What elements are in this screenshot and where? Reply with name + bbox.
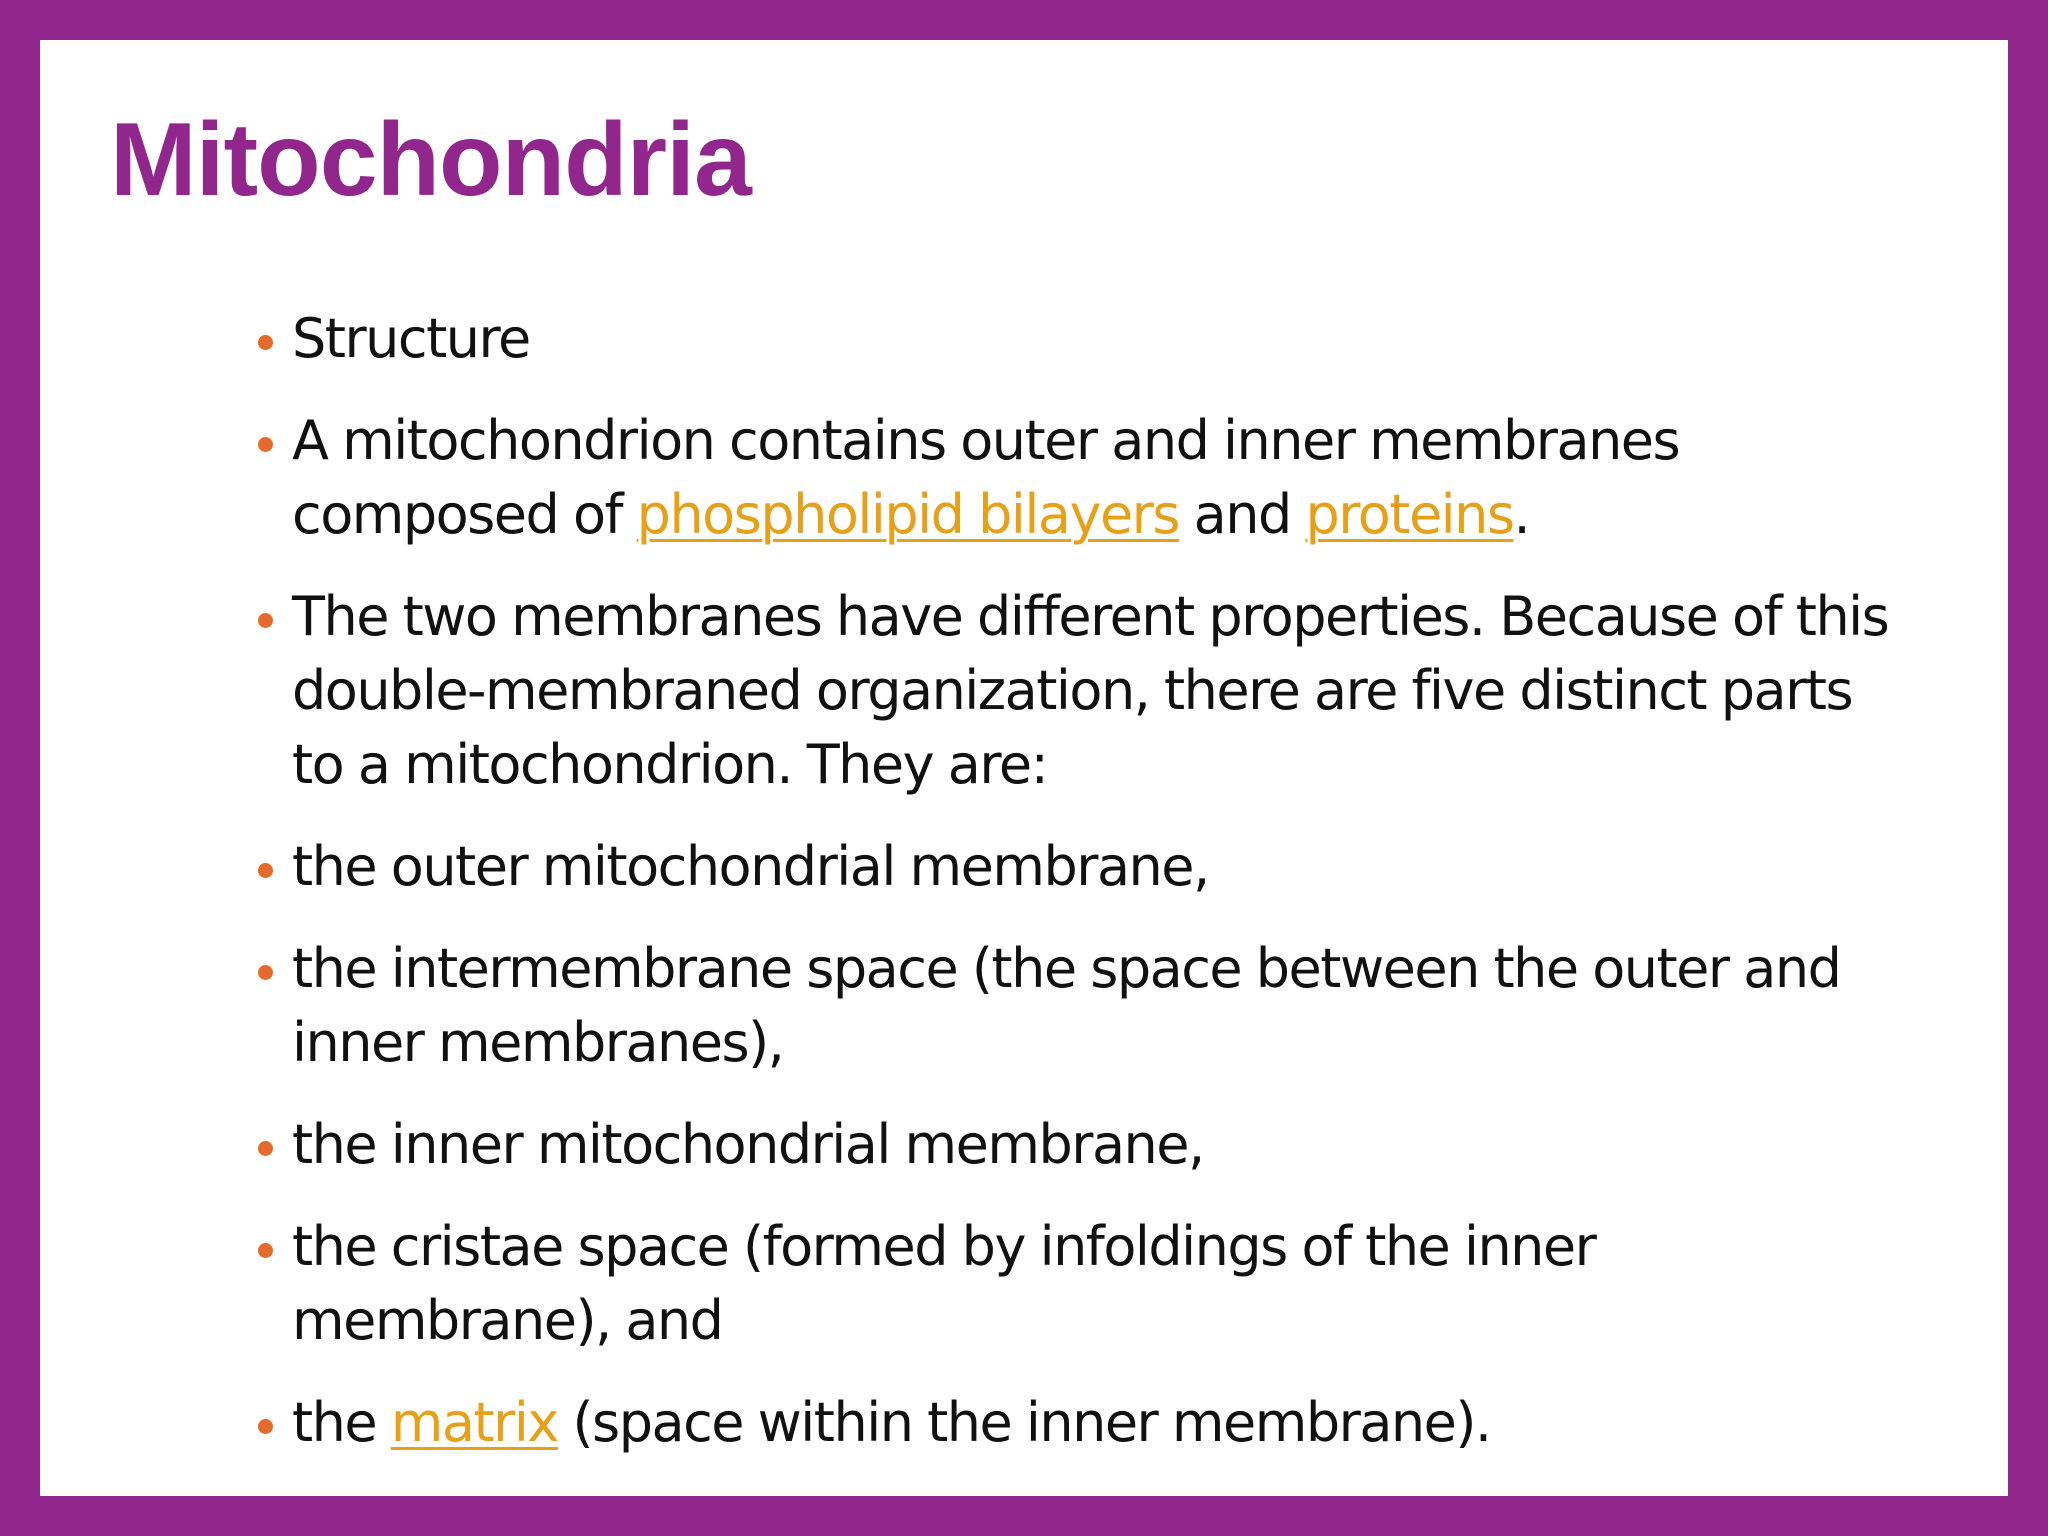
bullet-dot-icon bbox=[258, 1243, 273, 1258]
bullet-text: . bbox=[1513, 483, 1530, 546]
bullet-matrix bbox=[250, 1386, 1890, 1460]
bullet-two-membranes bbox=[250, 580, 1890, 802]
bullet-structure bbox=[250, 302, 1890, 376]
bullet-membranes-composition bbox=[250, 404, 1890, 552]
bullet-text: Structure bbox=[292, 307, 530, 370]
slide-title: Mitochondria bbox=[110, 102, 751, 218]
bullet-text: (space within the inner membrane). bbox=[557, 1391, 1491, 1454]
bullet-text: the outer mitochondrial membrane, bbox=[292, 835, 1209, 898]
bullet-text: the bbox=[292, 1391, 391, 1454]
slide-canvas bbox=[40, 40, 2008, 1496]
bullet-text: the cristae space (formed by infoldings of the inner membrane), and bbox=[292, 1215, 1596, 1352]
bullet-text: the intermembrane space (the space between the outer and inner membranes), bbox=[292, 937, 1841, 1074]
bullet-cristae-space bbox=[250, 1210, 1890, 1358]
bullet-list bbox=[250, 302, 1890, 1488]
matrix-link[interactable]: matrix bbox=[390, 1391, 558, 1454]
bullet-dot-icon bbox=[258, 1419, 273, 1434]
bullet-dot-icon bbox=[258, 965, 273, 980]
bullet-text: A mitochondrion contains outer and inner membranes composed of bbox=[292, 409, 1680, 546]
bullet-text: the inner mitochondrial membrane, bbox=[292, 1113, 1204, 1176]
bullet-dot-icon bbox=[258, 1141, 273, 1156]
bullet-inner-membrane bbox=[250, 1108, 1890, 1182]
bullet-dot-icon bbox=[258, 437, 273, 452]
bullet-dot-icon bbox=[258, 613, 273, 628]
bullet-dot-icon bbox=[258, 863, 273, 878]
bullet-text: The two membranes have different properties. Because of this double-membraned organization, there are five distinct parts to a mitochondrion. They are: bbox=[292, 585, 1889, 796]
bullet-dot-icon bbox=[258, 335, 273, 350]
bullet-outer-membrane bbox=[250, 830, 1890, 904]
phospholipid-bilayers-link[interactable]: phospholipid bilayers bbox=[636, 483, 1180, 546]
bullet-intermembrane-space bbox=[250, 932, 1890, 1080]
bullet-text: and bbox=[1179, 483, 1306, 546]
proteins-link[interactable]: proteins bbox=[1305, 483, 1514, 546]
